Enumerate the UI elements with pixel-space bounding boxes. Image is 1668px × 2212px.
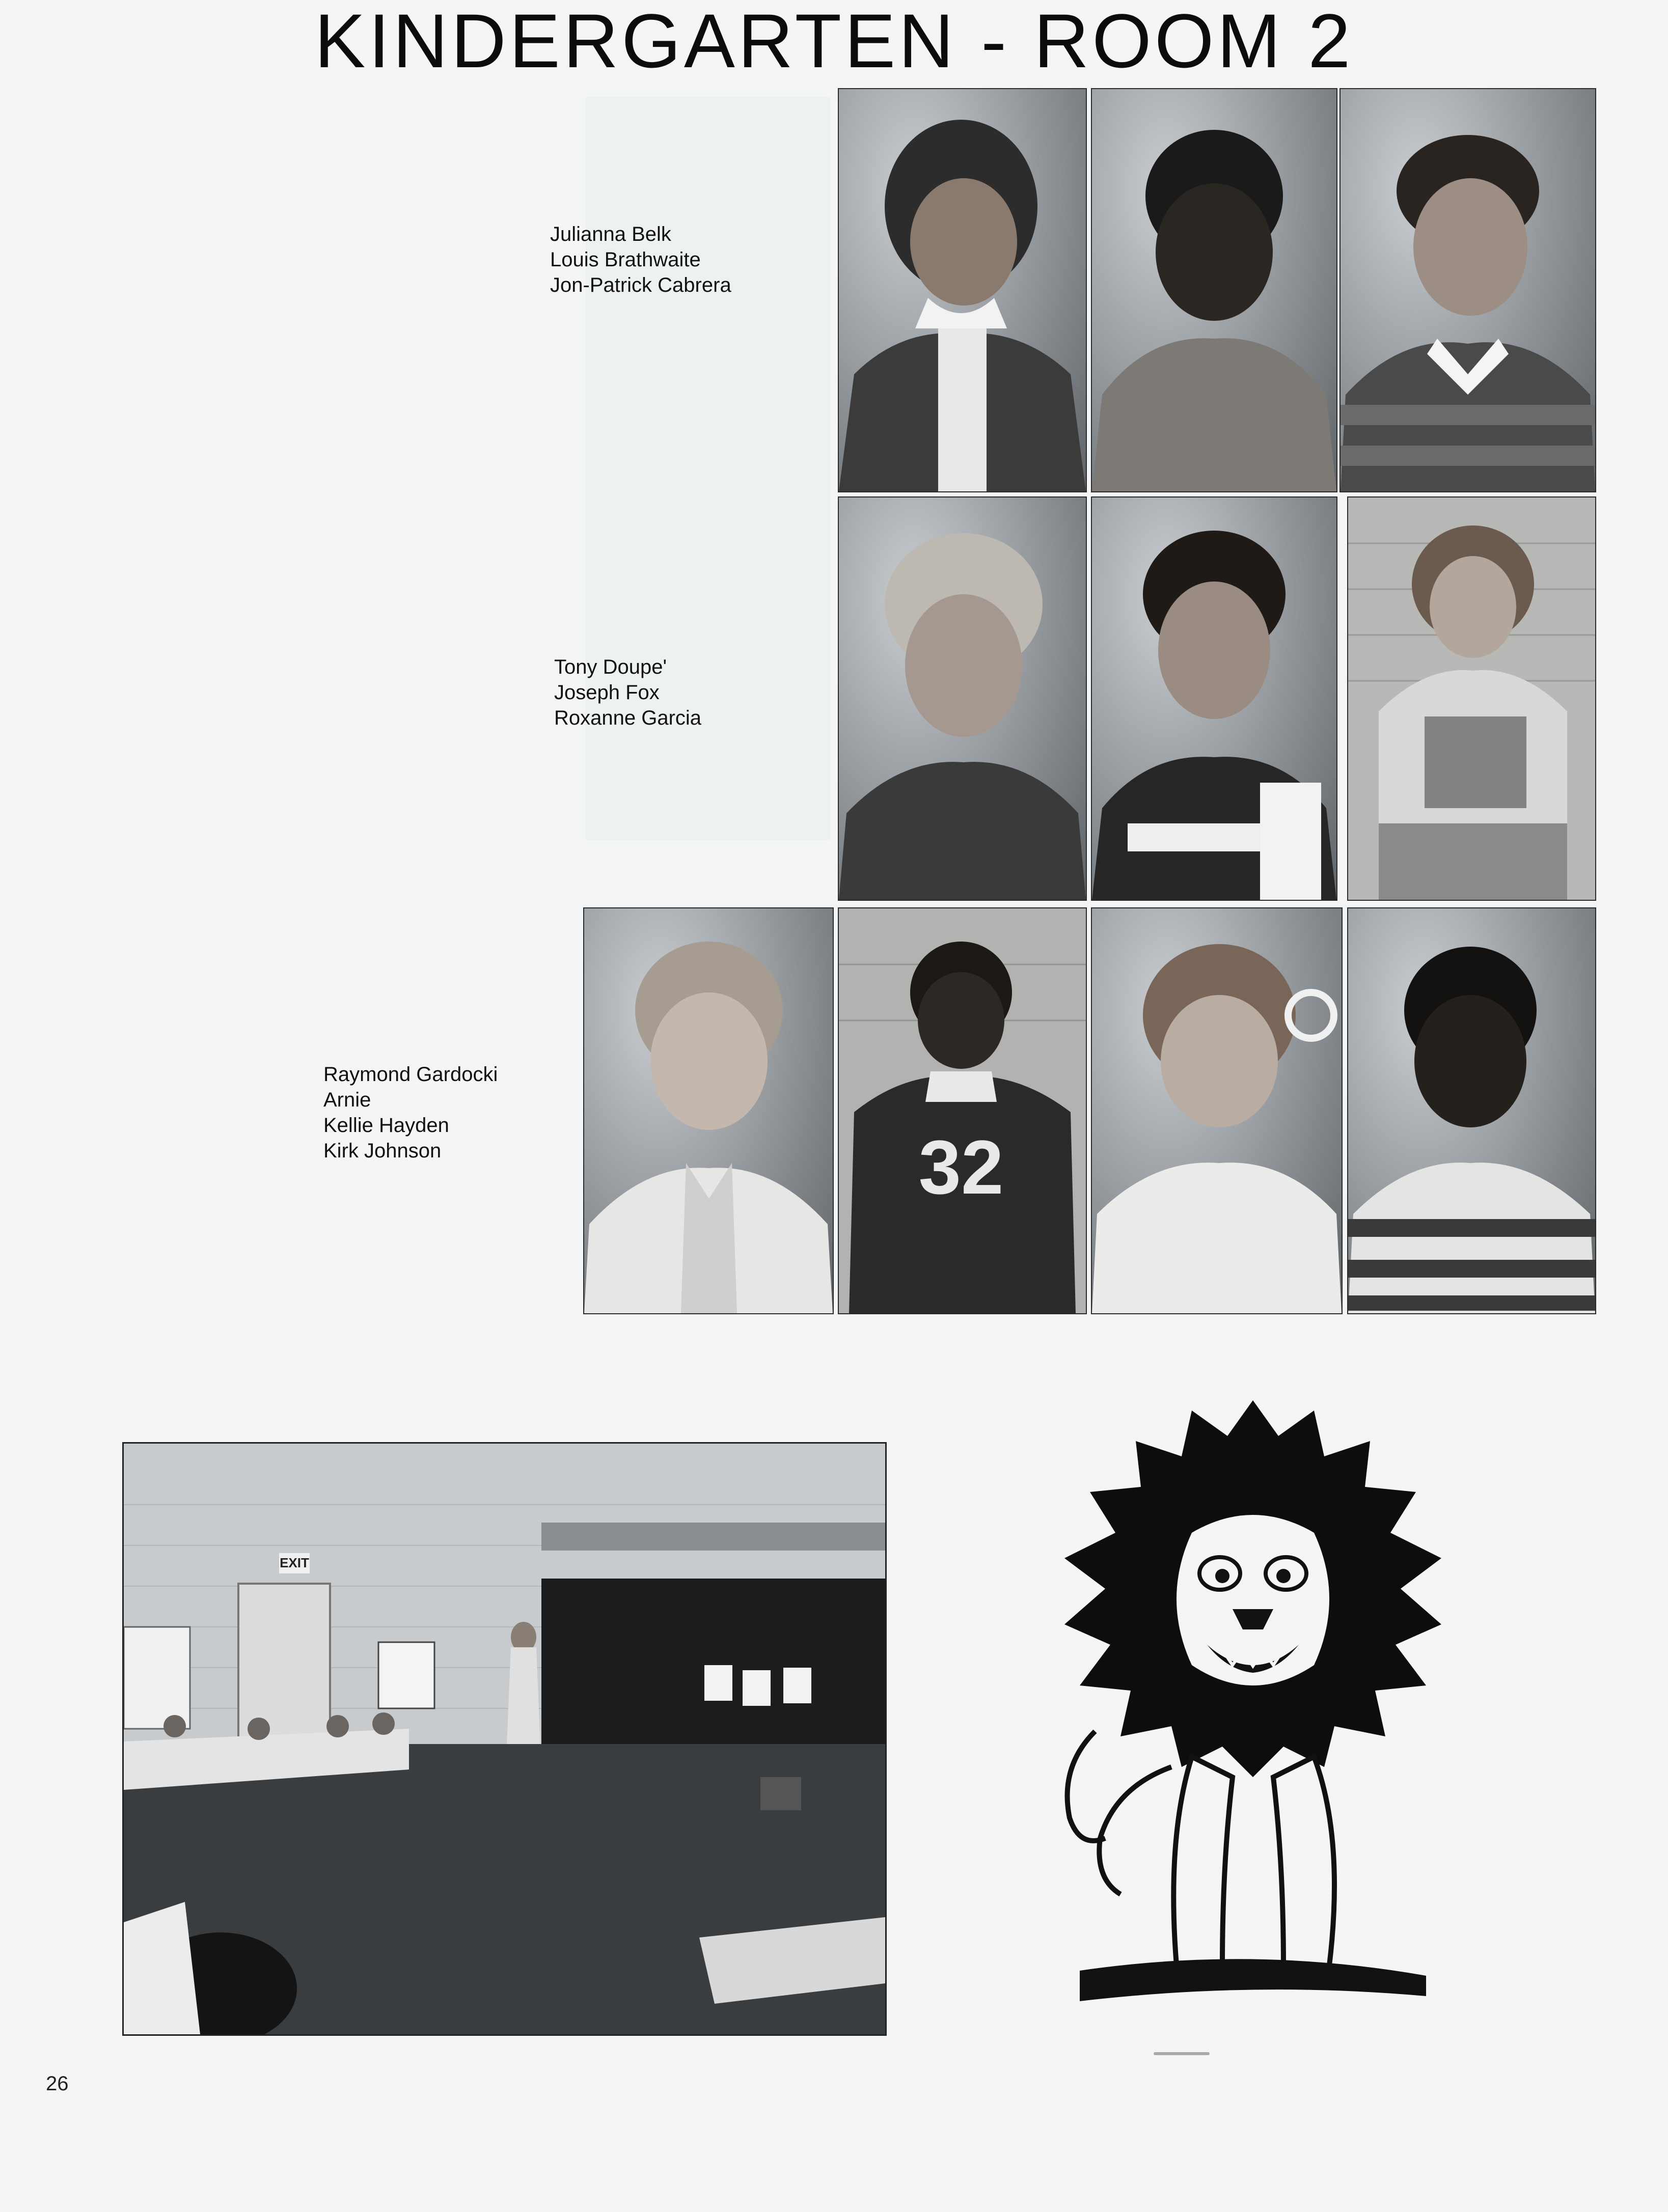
student-portrait (1091, 907, 1343, 1314)
page-title: KINDERGARTEN - ROOM 2 (314, 0, 1354, 84)
student-name: Tony Doupe' (554, 656, 667, 678)
child-silhouette (1092, 908, 1342, 1313)
student-portrait (583, 907, 834, 1314)
child-silhouette (584, 908, 833, 1313)
child-silhouette (1348, 497, 1595, 900)
student-portrait (1091, 496, 1337, 901)
child-silhouette (1348, 908, 1595, 1313)
child-silhouette (839, 908, 1086, 1313)
row-2-names (554, 654, 701, 731)
student-portrait (1347, 496, 1596, 901)
student-portrait (1347, 907, 1596, 1314)
page-number: 26 (46, 2072, 69, 2095)
child-silhouette (1092, 497, 1336, 900)
student-name: Louis Brathwaite (550, 248, 701, 271)
child-silhouette (839, 89, 1086, 491)
row-3-names (323, 1062, 498, 1164)
ink-smudge (1154, 2052, 1210, 2055)
student-portrait (838, 496, 1087, 901)
row-1-names (550, 222, 731, 298)
lion-icon (1039, 1380, 1467, 2032)
student-portrait (838, 907, 1087, 1314)
student-portrait (838, 88, 1087, 492)
classroom-scene (124, 1444, 885, 2034)
student-name: Joseph Fox (554, 681, 660, 704)
classroom-photo (122, 1442, 887, 2036)
student-name: Roxanne Garcia (554, 707, 702, 729)
exit-sign: EXIT (280, 1555, 309, 1570)
student-name: Julianna Belk (550, 223, 671, 245)
child-silhouette (839, 497, 1086, 900)
child-silhouette (1092, 89, 1336, 491)
student-portrait (1091, 88, 1337, 492)
jersey-number: 32 (918, 1124, 1004, 1210)
student-name: Raymond Gardocki (323, 1063, 498, 1086)
child-silhouette (1341, 89, 1595, 491)
student-portrait (1339, 88, 1596, 492)
student-name: Jon-Patrick Cabrera (550, 274, 731, 296)
lion-mascot-illustration (1039, 1380, 1467, 2032)
student-name: Kirk Johnson (323, 1140, 442, 1162)
student-name: Kellie Hayden (323, 1114, 449, 1137)
student-name: Arnie (323, 1089, 371, 1111)
